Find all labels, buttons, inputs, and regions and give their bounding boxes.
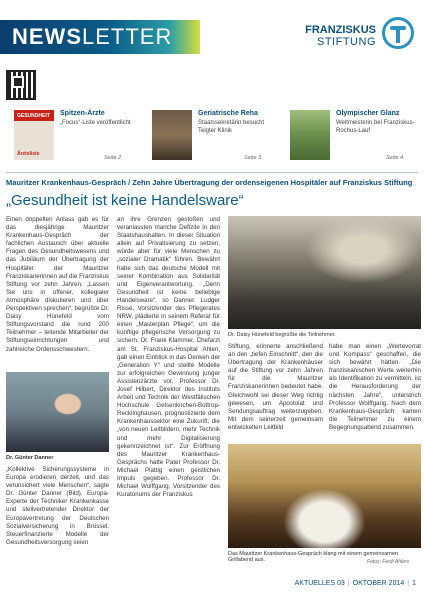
title-bold: NEWS (12, 24, 82, 49)
article-column-1: Einen doppelten Anlass gab es für das diesjährige Mauritzer Krankenhaus-Gespräch der fachlichen Austausch über aktuelle Fragen des Gesundheitswesens und das Jubiläum der Übertragung der Hospitäler der Mauritzer Franziskanerinnen auf die Franziskus Stiftung vor zehn Jahren. „Lassen Sie uns in offener, kollegialer Atmosphäre diskutieren und über Perspektiven sprechen“, begrüßte Dr. Daisy Hünefeld vom Stiftungsvorstand die rund 200 Teilnehmer – leitende Mitarbeiter der Stiftungseinrichtungen und zahlreiche Ordensschwestern. (6, 216, 109, 353)
article-column-1b: „Kollektive Sicherungssysteme in Europa erodieren derzeit, und das verunsichert viele Menschen“, sagte Dr. Günter Danner (Bild), Europa-Experte der Techniker Krankenkasse und stellvertretender Direktor der Europavertretung der Deutschen Sozialversicherung in Brüssel. Steuerfinanzierte Modelle der Gesundheitsversorgung seien (6, 466, 109, 546)
tau-cross-logo-icon (382, 17, 414, 49)
teaser-text: Staatssekretärin besucht Telgter Klinik (198, 120, 265, 134)
dinner-photo (228, 444, 421, 548)
portrait-photo (6, 372, 109, 452)
article-column-3: Stiftung, erinnerte anschließend an den „tiefen Einschnitt“, den die Übertragung der Krankenhäuser auf die Stiftung vor zehn Jahren für die Mauritzer Franziskanerinnen bedeutet habe. Gleichwohl sei dieser Weg richtig gewesen, um Apostolat und Sendungsauftrag weiterzugeben. Mit dem seinerzeit gemeinsam entwickelten Leitbild (228, 343, 323, 431)
teaser-title: Spitzen-Ärzte (60, 110, 105, 117)
conference-hall-photo (228, 216, 421, 329)
teaser-text: „Focus“-Liste veröffentlicht (60, 120, 131, 126)
teaser-geriatrische-reha[interactable] (152, 108, 277, 166)
article-kicker: Mauritzer Krankenhaus-Gespräch / Zehn Jahre Übertragung der ordenseigenen Hospitäler auf Franziskus Stiftung (6, 178, 413, 187)
title-light: LETTER (82, 24, 173, 49)
portrait-caption (6, 455, 53, 461)
visit-photo-thumbnail (152, 110, 192, 160)
footer-issue: AKTUELLES 03 (294, 580, 345, 587)
portrait-caption-text: Dr. Günter Danner (6, 455, 54, 461)
masthead (0, 0, 424, 62)
teaser-spitzen-aerzte[interactable] (14, 108, 139, 166)
magazine-cover-thumbnail (14, 110, 54, 160)
article-column-4: habe man einen „Wertevorrat und Kompass“ geschaffen, die sich bewährt hätten. „Die franziskanischen Werte weiterhin als Identifikation zu vermitteln, ist die Herausforderung der nächsten Jahre“, unterstrich Professor Wolffgang. Nach dem Krankenhaus-Gespräch kamen die Teilnehmer zu einem Begegnungsabend zusammen. (329, 343, 421, 431)
dinner-caption: Das Mauritzer Krankenhaus-Gespräch klang mit einem gemeinsamen Grillabend aus. (228, 551, 398, 563)
newsletter-title (12, 22, 172, 52)
teaser-title: Olympischer Glanz (336, 110, 400, 117)
page-number: 1 (412, 580, 416, 587)
teaser-page: Seite 3 (244, 155, 262, 161)
page-footer: AKTUELLES 03 | OKTOBER 2014 | 1 (294, 580, 416, 587)
conference-caption: Dr. Daisy Hünefeld begrüßte die Teilnehmer. (228, 332, 336, 338)
teaser-olympischer-glanz[interactable] (290, 108, 420, 166)
teaser-row (0, 108, 424, 166)
brand-name (305, 24, 376, 48)
section-divider (6, 172, 418, 173)
magazine-subtitle: Ärzteliste (17, 151, 40, 157)
run-photo-thumbnail (290, 110, 330, 160)
article-column-2: an ihre Grenzen gestoßen und veranlassten manche Defizite in den Staatshaushalten. In dieser Situation allein auf Privatisierung zu setzen, würde aber für viele Menschen zu „sozialer Dramatik“ führen. Bewährt habe sich das deutsche Modell mit seiner Kombination aus Solidarität und Eigenverantwortung. „Denn Gesundheit ist keine beliebige Handelsware“, so Danner. Ludger Risse, Vorsitzender des Pflegerates NRW, plädierte in seinem Referat für einen „Masterplan Pflege“, um die künftige pflegerische Versorgung zu sichern. Dr. Frank Klammer, Chefarzt am St. Franziskus-Hospital Ahlen, gab einen Einblick in das Denken der „Generation Y“ und stellte Modelle zur erfolgreichen Gewinnung junger Assistenzärzte vor. Professor Dr. Josef Hilbert, Direktor des Instituts Arbeit und Technik der Westfälischen Hochschule Gelsenkirchen-Bottrop-Recklinghausen, prognostizierte dem Krankenhaussektor eine Zukunft, die „von neuen Leitbildern, mehr Technik und mehr Digitalisierung gekennzeichnet ist“. Zur Eröffnung des Mauritzer Krankenhaus-Gesprächs hatte Pater Professor Dr. Michael Plattig einen geistlichen Impuls gegeben. Professor Dr. Michael Wolffgang, Vorsitzender des Kuratoriums der Franziskus (117, 216, 220, 499)
teaser-title: Geriatrische Reha (198, 110, 258, 117)
photo-credit: Fotos: Ferdi Ahlers (367, 559, 410, 565)
teaser-page: Seite 2 (104, 155, 122, 161)
article-headline: „Gesundheit ist keine Handelsware“ (6, 192, 244, 209)
brand-line1: FRANZISKUS (305, 24, 376, 36)
qr-code-icon[interactable] (6, 70, 36, 100)
teaser-page: Seite 4 (386, 155, 404, 161)
magazine-title: GESUNDHEIT (17, 113, 50, 119)
footer-date: OKTOBER 2014 (352, 580, 405, 587)
brand-line2: STIFTUNG (317, 36, 376, 48)
teaser-text: Weltmeisterin bei Franziskus-Rochus-Lauf (336, 120, 415, 134)
